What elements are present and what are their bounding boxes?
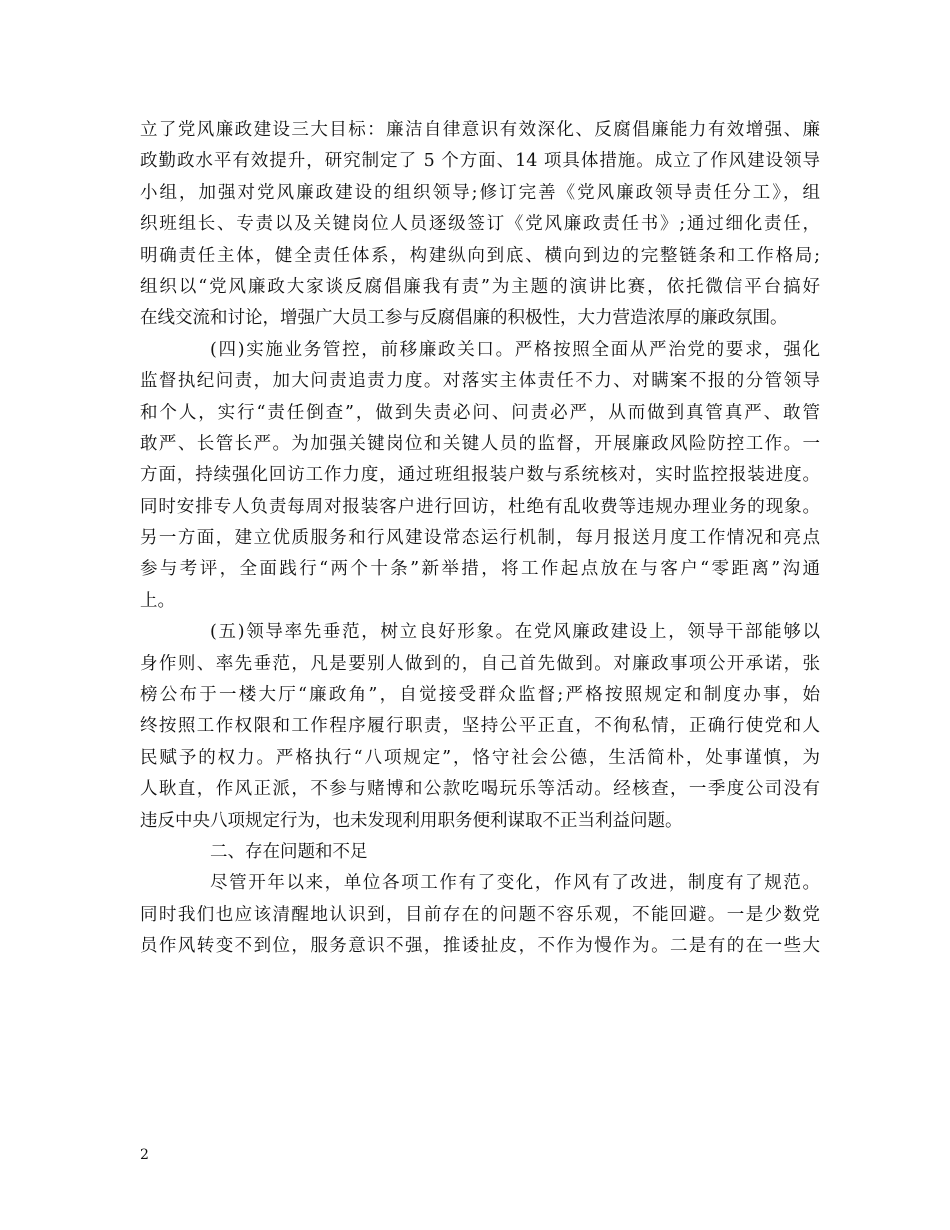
- text-line: 民赋予的权力。严格执行“八项规定”，恪守社会公德，生活简朴，处事谨慎，为: [140, 747, 820, 768]
- text-line: 员作风转变不到位，服务意识不强，推诿扯皮，不作为慢作为。二是有的在一些大: [140, 936, 820, 957]
- text-line: 和个人，实行“责任倒查”，做到失责必问、问责必严，从而做到真管真严、敢管: [140, 402, 820, 423]
- text-line: 尽管开年以来，单位各项工作有了变化，作风有了改进，制度有了规范。: [210, 873, 820, 894]
- text-line: 另一方面，建立优质服务和行风建设常态运行机制，每月报送月度工作情况和亮点: [140, 528, 820, 549]
- text-line: (五)领导率先垂范，树立良好形象。在党风廉政建设上，领导干部能够以: [210, 622, 820, 643]
- text-line: 参与考评，全面践行“两个十条”新举措，将工作起点放在与客户“零距离”沟通: [140, 559, 820, 580]
- text-line: 织班组长、专责以及关键岗位人员逐级签订《党风廉政责任书》;通过细化责任，: [140, 214, 820, 235]
- page-number: 2: [140, 1147, 149, 1163]
- text-line: 同时安排专人负责每周对报装客户进行回访，杜绝有乱收费等违规办理业务的现象。: [140, 496, 820, 517]
- section-heading: 二、存在问题和不足: [210, 841, 368, 862]
- text-line: 监督执纪问责，加大问责追责力度。对落实主体责任不力、对瞒案不报的分管领导: [140, 371, 820, 392]
- text-line: 在线交流和讨论，增强广大员工参与反腐倡廉的积极性，大力营造浓厚的廉政氛围。: [140, 308, 788, 329]
- text-line: 政勤政水平有效提升，研究制定了 5 个方面、14 项具体措施。成立了作风建设领导: [140, 151, 820, 172]
- text-line: 违反中央八项规定行为，也未发现利用职务便利谋取不正当利益问题。: [140, 810, 683, 831]
- text-line: 组织以“党风廉政大家谈反腐倡廉我有责”为主题的演讲比赛，依托微信平台搞好: [140, 276, 820, 297]
- text-line: 榜公布于一楼大厅“廉政角”，自觉接受群众监督;严格按照规定和制度办事，始: [140, 685, 820, 706]
- text-line: 明确责任主体，健全责任体系，构建纵向到底、横向到边的完整链条和工作格局;: [140, 245, 820, 266]
- document-body: [140, 115, 820, 963]
- text-line: 敢严、长管长严。为加强关键岗位和关键人员的监督，开展廉政风险防控工作。一: [140, 433, 820, 454]
- text-line: 上。: [140, 590, 175, 611]
- text-line: 立了党风廉政建设三大目标：廉洁自律意识有效深化、反腐倡廉能力有效增强、廉: [140, 120, 820, 140]
- text-line: 终按照工作权限和工作程序履行职责，坚持公平正直，不徇私情，正确行使党和人: [140, 716, 820, 737]
- text-line: 同时我们也应该清醒地认识到，目前存在的问题不容乐观，不能回避。一是少数党: [140, 904, 820, 925]
- text-line: (四)实施业务管控，前移廉政关口。严格按照全面从严治党的要求，强化: [210, 339, 820, 360]
- text-line: 身作则、率先垂范，凡是要别人做到的，自己首先做到。对廉政事项公开承诺，张: [140, 653, 820, 674]
- text-line: 人耿直，作风正派，不参与赌博和公款吃喝玩乐等活动。经核查，一季度公司没有: [140, 779, 820, 800]
- text-line: 方面，持续强化回访工作力度，通过班组报装户数与系统核对，实时监控报装进度。: [140, 465, 820, 486]
- text-line: 小组，加强对党风廉政建设的组织领导;修订完善《党风廉政领导责任分工》，组: [140, 182, 820, 203]
